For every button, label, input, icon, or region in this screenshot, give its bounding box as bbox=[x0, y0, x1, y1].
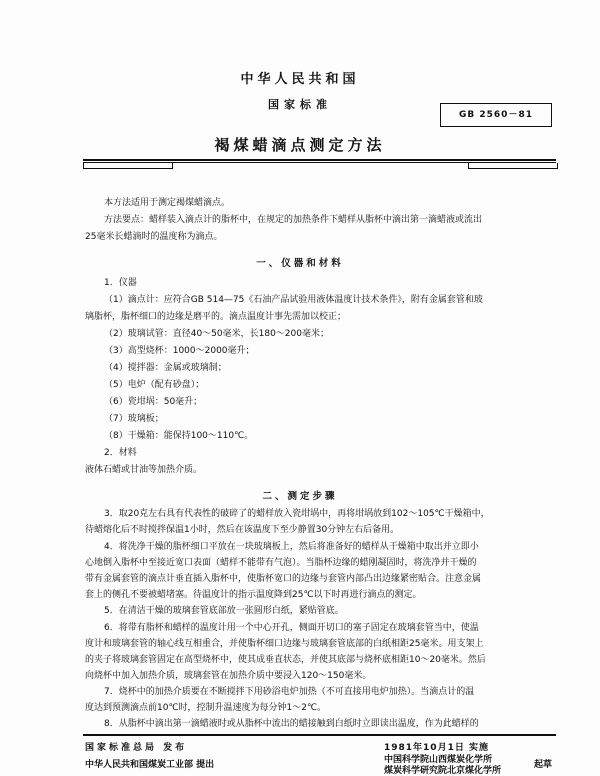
standard-type: 国家标准 bbox=[268, 98, 332, 111]
paragraph-line: 待蜡熔化后不时搅拌保温1小时，然后在该温度下至少静置30分钟左右后备用。 bbox=[85, 525, 400, 535]
list-item: （5）电炉（配有砂盘）； bbox=[104, 380, 205, 390]
paragraph-line: 3．取20克左右具有代表性的破碎了的蜡样放入瓷坩埚中，再将坩埚放到102～105℃干燥箱中， bbox=[104, 509, 490, 519]
section-heading-1: 一、仪器和材料 bbox=[256, 258, 344, 269]
paragraph-line: 心地倒入脂杯中至接近宽口表面（蜡样不能带有气泡）。当脂杯边缘的蜡刚凝固时，将洗净并干燥的 bbox=[85, 558, 477, 568]
document-title: 褐煤蜡滴点测定方法 bbox=[214, 136, 386, 154]
section-heading-2: 二、测定步骤 bbox=[262, 491, 338, 502]
country-name: 中华人民共和国 bbox=[240, 72, 360, 87]
intro-line: 本方法适用于测定褐煤蜡滴点。 bbox=[104, 198, 231, 208]
paragraph-line: 6．将带有脂杯和蜡样的温度计用一个中心开孔，侧面开切口的塞子固定在玻璃套管当中，使温 bbox=[104, 623, 479, 633]
drafter-line-2: 煤炭科学研究院北京煤化学所 bbox=[384, 766, 502, 776]
issuer-text: 国家标准总局 发布 bbox=[85, 743, 188, 753]
intro-line: 方法要点：蜡样装入滴点计的脂杯中，在规定的加热条件下蜡样从脂杯中滴出第一滴蜡液或流出 bbox=[104, 215, 483, 225]
paragraph-line: （1）滴点计：应符合GB 514—75《石油产品试验用液体温度计技术条件》，附有金属套管和玻 bbox=[104, 295, 483, 305]
paragraph-line: 带有金属套管的滴点计垂直插入脂杯中，使脂杯宽口的边缘与套管内部凸出边缘紧密贴合。注意金属 bbox=[85, 574, 482, 584]
footer-rule bbox=[83, 734, 556, 736]
proposer-text: 中华人民共和国煤炭工业部 提出 bbox=[85, 760, 215, 770]
header-rule-thick bbox=[83, 159, 556, 161]
subsection-heading: 2．材料 bbox=[104, 448, 137, 458]
standard-code-box bbox=[440, 103, 552, 127]
header-bracket-right bbox=[468, 163, 558, 169]
paragraph-line: 液体石蜡或甘油等加热介质。 bbox=[85, 465, 203, 475]
effective-date: 1981年10月1日 实施 bbox=[384, 743, 489, 753]
list-item: （3）高型烧杯：1000～2000毫升； bbox=[104, 346, 255, 356]
paragraph-line: 5．在清洁干燥的玻璃套管底部放一张圆形白纸，紧贴管底。 bbox=[104, 606, 344, 616]
paragraph-line: 4．将洗净干燥的脂杯细口平放在一块玻璃板上，然后将准备好的蜡样从干燥箱中取出并立即小 bbox=[104, 542, 479, 552]
list-item: （8）干燥箱：能保持100～110℃。 bbox=[104, 431, 254, 441]
drafter-line-1: 中国科学院山西煤炭化学所 bbox=[384, 755, 493, 765]
paragraph-line: 的夹子将玻璃套管固定在高型烧杯中，使其成垂直状态，并使其底部与烧杯底相距10～20毫米。然后 bbox=[85, 655, 486, 665]
paragraph-line: 8．从脂杯中滴出第一滴蜡液时或从脂杯中流出的蜡接触到白纸时立即读出温度，作为此蜡样的 bbox=[104, 719, 479, 729]
paragraph-line: 向烧杯中加入加热介质，玻璃套管在加热介质中要浸入120～150毫米。 bbox=[85, 671, 372, 681]
list-item: （4）搅拌器：金属或玻璃制； bbox=[104, 363, 227, 373]
paragraph-line: 度达到预测滴点前10℃时，控制升温速度为每分钟1～2℃。 bbox=[85, 703, 327, 713]
draft-label: 起草 bbox=[534, 760, 553, 770]
header-bracket-left bbox=[83, 163, 173, 169]
standard-code: GB 2560－81 bbox=[459, 110, 533, 120]
list-item: （6）瓷坩埚：50毫升； bbox=[104, 397, 203, 407]
subsection-heading: 1．仪器 bbox=[104, 278, 137, 288]
list-item: （7）玻璃板； bbox=[104, 414, 164, 424]
paragraph-line: 度计和玻璃套管的轴心线互相重合，并使脂杯细口边缘与玻璃套管底部的白纸相距25毫米。用支架上 bbox=[85, 639, 484, 649]
paragraph-line: 套上的侧孔不要被蜡堵塞。待温度计的指示温度降到25℃以下时再进行滴点的测定。 bbox=[85, 590, 422, 600]
intro-line: 25毫米长蜡滴时的温度称为滴点。 bbox=[85, 232, 223, 242]
list-item: （2）玻璃试管：直径40～50毫米，长180～200毫米； bbox=[104, 329, 329, 339]
paragraph-line: 7．烧杯中的加热介质要在不断搅拌下用砂浴电炉加热（不可直接用电炉加热）。当滴点计的温 bbox=[104, 687, 475, 697]
paragraph-line: 璃脂杯，脂杯细口的边缘是磨平的。滴点温度计事先需加以校正； bbox=[85, 312, 347, 322]
